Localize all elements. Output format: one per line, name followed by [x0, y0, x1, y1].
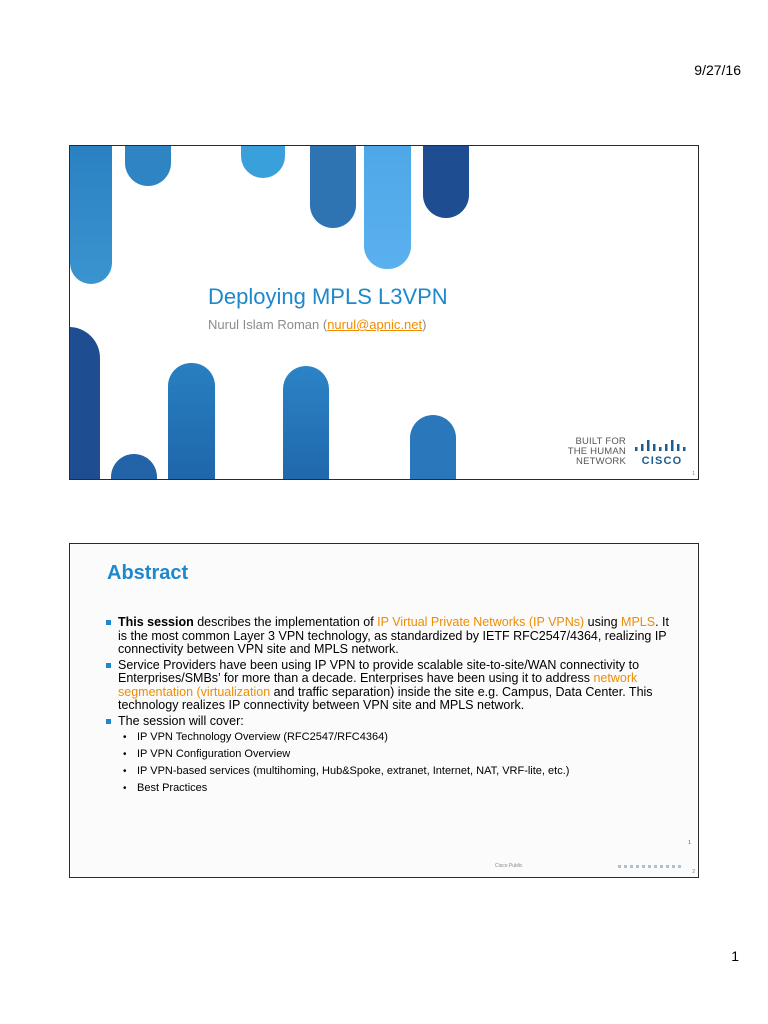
cisco-logo: [634, 439, 690, 467]
decor-pill: [70, 145, 112, 284]
decor-pill: [125, 145, 171, 186]
decor-pill: [241, 145, 285, 178]
decor-pill: [111, 454, 157, 480]
title-slide: [69, 145, 699, 480]
slide-number: 2: [692, 869, 695, 875]
slide-footer: Cisco Public: [495, 863, 523, 869]
page-number: 1: [731, 948, 739, 964]
decor-pill: [310, 145, 356, 228]
session-topics-list: [118, 731, 676, 795]
decor-pill: [423, 145, 469, 218]
decor-pill: [283, 366, 329, 480]
sub-list-item: • IP VPN Configuration Overview: [118, 748, 676, 761]
cisco-branding: [568, 437, 690, 467]
sub-list-item: • Best Practices: [118, 782, 676, 795]
list-item: The session will cover: • IP VPN Technology Overview (RFC2547/RFC4364) • IP VPN Configuration Overview • IP VPN-based services (multihoming, Hub&Spoke, extranet, Internet, NAT, VRF-lite, etc.) • Best Practices: [106, 715, 676, 796]
sub-list-item: • IP VPN-based services (multihoming, Hub&Spoke, extranet, Internet, NAT, VRF-lite, etc.): [118, 765, 676, 778]
sub-list-item: • IP VPN Technology Overview (RFC2547/RFC4364): [118, 731, 676, 744]
decor-pill: [364, 145, 411, 269]
cisco-wordmark: CISCO: [641, 455, 683, 467]
page-date: 9/27/16: [694, 62, 741, 78]
list-item: This session describes the implementation of IP Virtual Private Networks (IP VPNs) using MPLS. It is the most common Layer 3 VPN technology, as standardized by IETF RFC2547/4364, realizing IP connectivity between VPN site and MPLS network.: [106, 616, 676, 657]
brand-tagline: BUILT FOR THE HUMAN NETWORK: [567, 436, 626, 467]
abstract-slide: [69, 543, 699, 878]
slide-heading: Abstract: [107, 562, 189, 584]
decor-pill: [168, 363, 215, 480]
author-email-link[interactable]: nurul@apnic.net: [327, 317, 423, 332]
presentation-title: Deploying MPLS L3VPN: [208, 284, 448, 309]
decor-pill: [410, 415, 456, 480]
cisco-bridge-icon: [634, 439, 690, 453]
decor-pill: [69, 327, 100, 480]
footer-logo-icon: [618, 865, 682, 868]
slide-number: 1: [692, 471, 695, 477]
list-item: Service Providers have been using IP VPN to provide scalable site-to-site/WAN connectivity to Enterprises/SMBs’ for more than a decade. Enterprises have been using it to address network segmentation (virtualization and traffic separation) inside the site e.g. Campus, Data Center. This technology realizes IP connectivity between VPN site and MPLS network.: [106, 659, 676, 713]
abstract-bullet-list: [106, 616, 676, 799]
slide-tick: 1: [688, 840, 691, 846]
author-line: Nurul Islam Roman (nurul@apnic.net): [208, 317, 427, 332]
